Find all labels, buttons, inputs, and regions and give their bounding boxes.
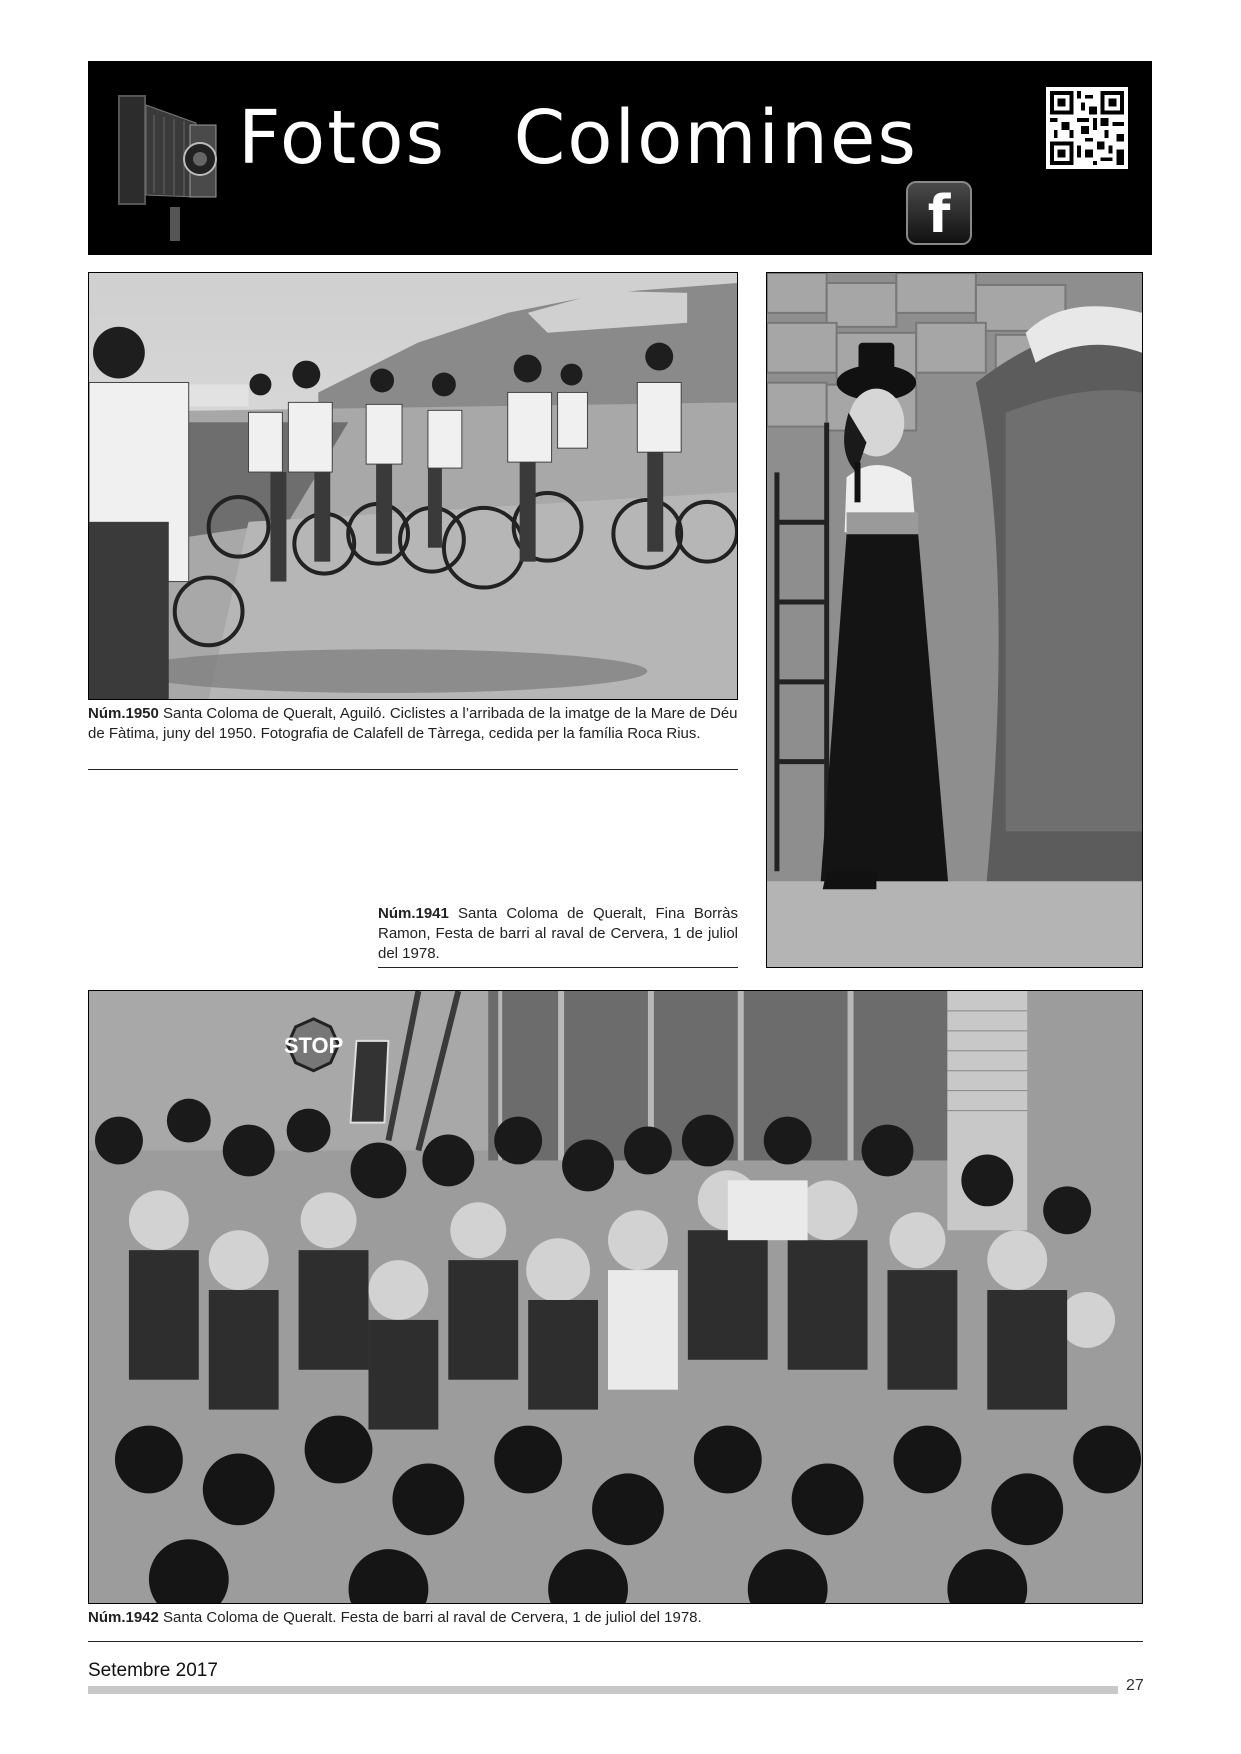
singer-photo bbox=[766, 272, 1143, 968]
footer-month: Setembre 2017 bbox=[88, 1660, 218, 1681]
banner-title: Fotos Colomines bbox=[238, 95, 918, 181]
caption-number: Núm.1950 bbox=[88, 705, 159, 722]
cyclists-photo bbox=[88, 272, 738, 700]
caption-number: Núm.1942 bbox=[88, 1609, 159, 1626]
header-banner bbox=[88, 61, 1152, 255]
footer-divider bbox=[88, 1686, 1118, 1694]
crowd-photo bbox=[88, 990, 1143, 1604]
singer-caption bbox=[378, 904, 738, 968]
facebook-icon[interactable]: f bbox=[906, 181, 972, 245]
cyclists-caption bbox=[88, 704, 738, 770]
crowd-caption bbox=[88, 1608, 1143, 1642]
page-number: 27 bbox=[1126, 1677, 1144, 1694]
caption-text: Santa Coloma de Queralt, Aguiló. Ciclistes a l’arribada de la imatge de la Mare de Déu de Fàtima, juny del 1950. Fotografia de Calafell de Tàrrega, cedida per la família Roca Rius. bbox=[88, 705, 738, 742]
caption-number: Núm.1941 bbox=[378, 905, 449, 922]
stop-sign-text: STOP bbox=[283, 1032, 344, 1058]
camera-icon bbox=[110, 75, 230, 245]
qr-code-icon[interactable] bbox=[1046, 87, 1128, 169]
caption-text: Santa Coloma de Queralt. Festa de barri al raval de Cervera, 1 de juliol del 1978. bbox=[158, 1609, 702, 1626]
caption-text: Santa Coloma de Queralt, Fina Borràs Ramon, Festa de barri al raval de Cervera, 1 de juliol del 1978. bbox=[378, 905, 738, 962]
